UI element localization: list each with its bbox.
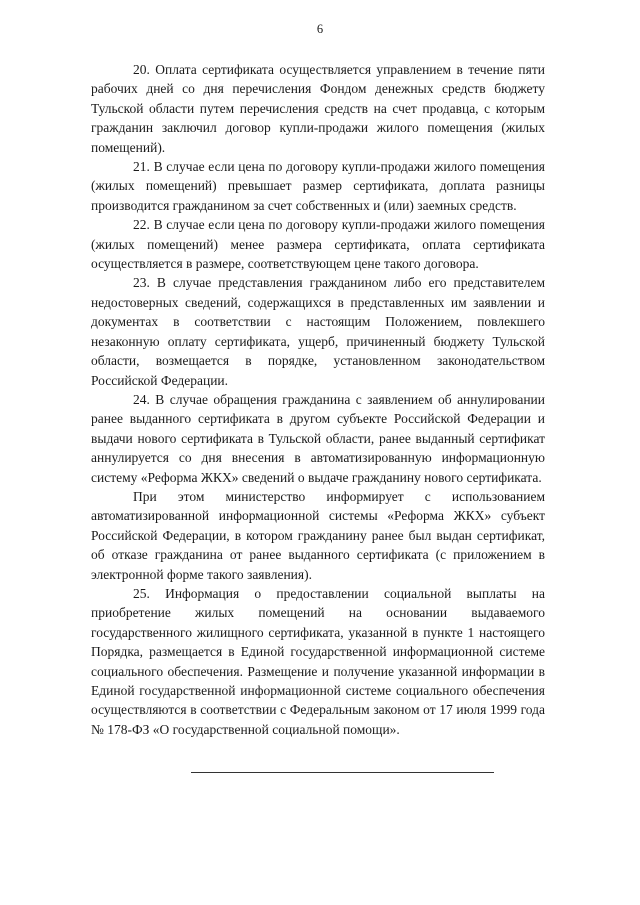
paragraph-24-continuation: При этом министерство информирует с использованием автоматизированной информационной системы «Реформа ЖКХ» субъект Российской Федерации, в котором гражданину ранее был выдан сертификат, об отказе гражданина от ранее выданного сертификата (с приложением в электронной форме такого заявления).	[91, 488, 545, 582]
paragraph-21: 21. В случае если цена по договору купли-продажи жилого помещения (жилых помещений) превышает размер сертификата, доплата разницы производится гражданином за счет собственных и (или) заемных средств.	[91, 159, 545, 213]
paragraph-22: 22. В случае если цена по договору купли-продажи жилого помещения (жилых помещений) менее размера сертификата, оплата сертификата осуществляется в размере, соответствующем цене такого договора.	[91, 217, 545, 272]
page-number: 6	[316, 22, 324, 36]
document-body	[91, 60, 545, 739]
paragraph-20: 20. Оплата сертификата осуществляется управлением в течение пяти рабочих дней со дня перечисления Фондом денежных средств бюджету Тульской области путем перечисления средств на счет продавца, с которым гражданин заключил договор купли-продажи жилого помещения (жилых помещений).	[91, 62, 545, 155]
end-of-document-rule	[191, 772, 494, 773]
paragraph-25: 25. Информация о предоставлении социальной выплаты на приобретение жилых помещений на основании выдаваемого государственного жилищного сертификата, указанной в пункте 1 настоящего Порядка, размещается в Единой государственной информационной системе социального обеспечения. Размещение и получение указанной информации в Единой государственной информационной системе социального обеспечения осуществляются в соответствии с Федеральным законом от 17 июля 1999 года № 178-ФЗ «О государственной социальной помощи».	[91, 585, 545, 737]
paragraph-23: 23. В случае представления гражданином либо его представителем недостоверных сведений, содержащихся в представленных им заявлении и документах в соответствии с настоящим Положением, повлекшего незаконную оплату сертификата, ущерб, причиненный бюджету Тульской области, возмещается в порядке, установленном законодательством Российской Федерации.	[91, 275, 545, 388]
paragraph-24: 24. В случае обращения гражданина с заявлением об аннулировании ранее выданного сертификата в другом субъекте Российской Федерации и выдачи нового сертификата в Тульской области, ранее выданный сертификат аннулируется со дня внесения в автоматизированную информационную систему «Реформа ЖКХ» сведений о выдаче гражданину нового сертификата.	[91, 391, 545, 485]
